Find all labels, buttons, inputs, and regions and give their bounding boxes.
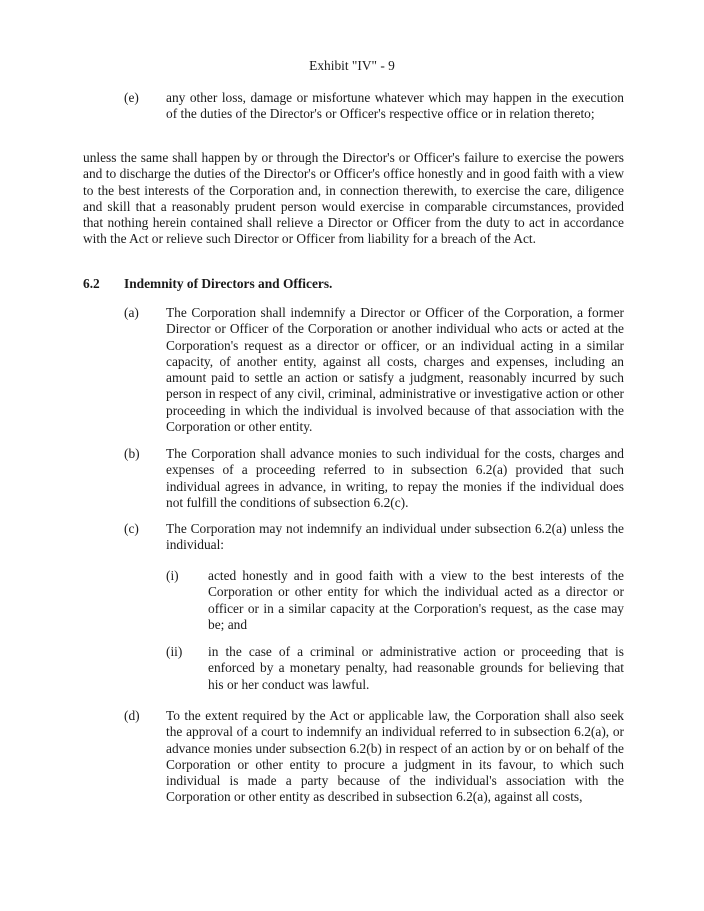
item-e-label: (e) [124,90,139,105]
sub-c-text: The Corporation may not indemnify an individual under subsection 6.2(a) unless the individual: [166,521,624,553]
sub-b-label: (b) [124,446,140,461]
sub-b-text: The Corporation shall advance monies to such individual for the costs, charges and expenses of a proceeding referred to in subsection 6.2(a) provided that such individual agrees in advance, in writing, to repay the monies if the individual does not fulfill the conditions of subsection 6.2(c). [166,446,624,510]
unless-paragraph: unless the same shall happen by or through the Director's or Officer's failure to exercise the powers and to discharge the duties of the Director's or Officer's office honestly and in good faith with a view to the best interests of the Corporation and, in connection therewith, to exercise the care, diligence and skill that a reasonably prudent person would exercise in comparable circumstances, provided that nothing herein contained shall relieve a Director or Officer from the duty to act in accordance with the Act or relieve such Director or Officer from liability for a breach of the Act. [83,150,624,247]
sub-c-ii-label: (ii) [166,644,183,659]
sub-c-ii-text: in the case of a criminal or administrative action or proceeding that is enforced by a monetary penalty, had reasonable grounds for believing that his or her conduct was lawful. [208,644,624,692]
item-e-text: any other loss, damage or misfortune whatever which may happen in the execution of the duties of the Director's or Officer's respective office or in relation thereto; [166,90,624,122]
sub-c-i-label: (i) [166,568,179,583]
sub-d-label: (d) [124,708,140,723]
sub-c-label: (c) [124,521,139,536]
sub-a-text: The Corporation shall indemnify a Director or Officer of the Corporation, a former Director or Officer of the Corporation or another individual who acts or acted at the Corporation's request as a director or officer, or an individual acting in a similar capacity, of another entity, against all costs, charges and expenses, including an amount paid to settle an action or satisfy a judgment, reasonably incurred by such person in respect of any civil, criminal, administrative or investigative action or other proceeding in which the individual is involved because of that association with the Corporation or other entity. [166,305,624,435]
sub-d-text: To the extent required by the Act or applicable law, the Corporation shall also seek the approval of a court to indemnify an individual referred to in subsection 6.2(a), or advance monies under subsection 6.2(b) in respect of an action by or on behalf of the Corporation or other entity to procure a judgment in its favour, to which such individual is made a party because of the individual's association with the Corporation or other entity as described in subsection 6.2(a), against all costs, [166,708,624,805]
sub-c-i-text: acted honestly and in good faith with a view to the best interests of the Corporation or other entity for which the individual acted as a director or officer or in a similar capacity at the Corporation's request, as the case may be; and [208,568,624,632]
section-number: 6.2 [83,276,100,291]
section-title: Indemnity of Directors and Officers. [124,276,333,291]
sub-a-label: (a) [124,305,139,320]
page-header: Exhibit "IV" - 9 [309,58,395,73]
